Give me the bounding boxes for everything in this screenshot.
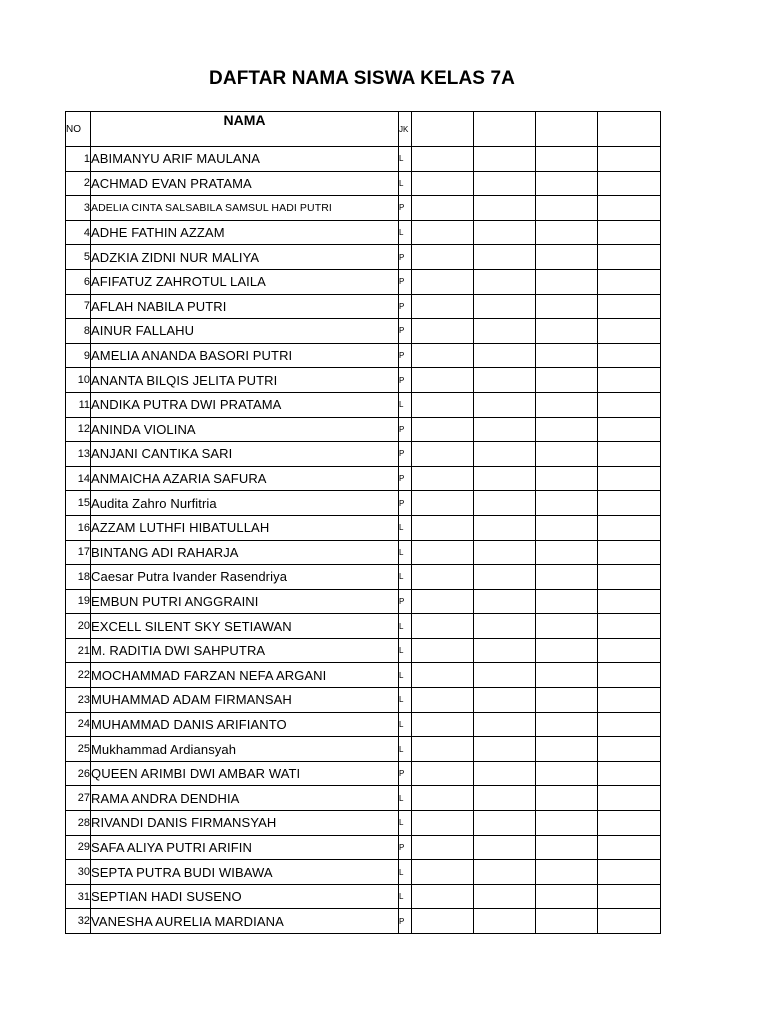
row-number: 22 [66, 663, 91, 688]
blank-cell-2 [474, 565, 536, 590]
table-row [66, 392, 661, 417]
blank-cell-1 [412, 319, 474, 344]
table-row [66, 565, 661, 590]
blank-cell-3 [536, 294, 598, 319]
blank-cell-3 [536, 466, 598, 491]
row-number: 28 [66, 811, 91, 836]
blank-cell-4 [598, 171, 661, 196]
blank-cell-1 [412, 786, 474, 811]
table-row [66, 860, 661, 885]
blank-cell-2 [474, 884, 536, 909]
blank-cell-2 [474, 589, 536, 614]
blank-cell-4 [598, 638, 661, 663]
row-number: 27 [66, 786, 91, 811]
page-title: DAFTAR NAMA SISWA KELAS 7A [209, 68, 515, 89]
student-name: ANANTA BILQIS JELITA PUTRI [91, 368, 399, 393]
row-number: 5 [66, 245, 91, 270]
row-number: 11 [66, 392, 91, 417]
table-row [66, 220, 661, 245]
row-number: 3 [66, 196, 91, 221]
row-number: 30 [66, 860, 91, 885]
header-jk: JK [399, 112, 412, 147]
blank-cell-1 [412, 491, 474, 516]
row-number: 21 [66, 638, 91, 663]
blank-cell-1 [412, 835, 474, 860]
blank-cell-3 [536, 515, 598, 540]
blank-cell-2 [474, 515, 536, 540]
blank-cell-1 [412, 147, 474, 172]
blank-cell-4 [598, 343, 661, 368]
student-name: AINUR FALLAHU [91, 319, 399, 344]
student-name: AFLAH NABILA PUTRI [91, 294, 399, 319]
row-number: 17 [66, 540, 91, 565]
gender-code: L [399, 515, 412, 540]
blank-cell-2 [474, 319, 536, 344]
blank-cell-2 [474, 614, 536, 639]
gender-code: P [399, 294, 412, 319]
blank-cell-4 [598, 515, 661, 540]
row-number: 23 [66, 688, 91, 713]
blank-cell-2 [474, 171, 536, 196]
gender-code: P [399, 491, 412, 516]
table-row [66, 196, 661, 221]
blank-cell-3 [536, 245, 598, 270]
blank-cell-4 [598, 786, 661, 811]
gender-code: P [399, 245, 412, 270]
table-row [66, 294, 661, 319]
blank-cell-1 [412, 220, 474, 245]
student-name: SEPTIAN HADI SUSENO [91, 884, 399, 909]
header-blank-3 [536, 112, 598, 147]
blank-cell-1 [412, 294, 474, 319]
blank-cell-4 [598, 147, 661, 172]
student-name: ANINDA VIOLINA [91, 417, 399, 442]
blank-cell-3 [536, 417, 598, 442]
student-name: ADELIA CINTA SALSABILA SAMSUL HADI PUTRI [91, 196, 399, 221]
blank-cell-4 [598, 712, 661, 737]
blank-cell-4 [598, 220, 661, 245]
blank-cell-4 [598, 565, 661, 590]
student-name: ANDIKA PUTRA DWI PRATAMA [91, 392, 399, 417]
row-number: 4 [66, 220, 91, 245]
gender-code: L [399, 614, 412, 639]
blank-cell-2 [474, 688, 536, 713]
student-name: RIVANDI DANIS FIRMANSYAH [91, 811, 399, 836]
row-number: 20 [66, 614, 91, 639]
table-row [66, 515, 661, 540]
student-name: BINTANG ADI RAHARJA [91, 540, 399, 565]
blank-cell-1 [412, 196, 474, 221]
blank-cell-3 [536, 909, 598, 934]
student-name: AMELIA ANANDA BASORI PUTRI [91, 343, 399, 368]
row-number: 12 [66, 417, 91, 442]
blank-cell-3 [536, 638, 598, 663]
blank-cell-1 [412, 269, 474, 294]
blank-cell-3 [536, 491, 598, 516]
header-no: NO [66, 112, 91, 147]
blank-cell-3 [536, 196, 598, 221]
table-row [66, 540, 661, 565]
blank-cell-4 [598, 392, 661, 417]
student-name: ABIMANYU ARIF MAULANA [91, 147, 399, 172]
gender-code: L [399, 392, 412, 417]
gender-code: P [399, 269, 412, 294]
row-number: 13 [66, 442, 91, 467]
table-row [66, 589, 661, 614]
student-name: M. RADITIA DWI SAHPUTRA [91, 638, 399, 663]
student-name: Caesar Putra Ivander Rasendriya [91, 565, 399, 590]
gender-code: P [399, 319, 412, 344]
blank-cell-4 [598, 368, 661, 393]
blank-cell-2 [474, 343, 536, 368]
table-row [66, 884, 661, 909]
gender-code: L [399, 565, 412, 590]
blank-cell-2 [474, 196, 536, 221]
gender-code: P [399, 343, 412, 368]
row-number: 7 [66, 294, 91, 319]
blank-cell-4 [598, 269, 661, 294]
gender-code: L [399, 663, 412, 688]
blank-cell-2 [474, 392, 536, 417]
student-name: QUEEN ARIMBI DWI AMBAR WATI [91, 761, 399, 786]
student-name: VANESHA AURELIA MARDIANA [91, 909, 399, 934]
student-name: MUHAMMAD DANIS ARIFIANTO [91, 712, 399, 737]
blank-cell-4 [598, 835, 661, 860]
table-row [66, 909, 661, 934]
row-number: 29 [66, 835, 91, 860]
student-name: SEPTA PUTRA BUDI WIBAWA [91, 860, 399, 885]
student-name: ADZKIA ZIDNI NUR MALIYA [91, 245, 399, 270]
student-name: RAMA ANDRA DENDHIA [91, 786, 399, 811]
blank-cell-2 [474, 368, 536, 393]
table-header-row [66, 112, 661, 147]
blank-cell-1 [412, 909, 474, 934]
gender-code: P [399, 196, 412, 221]
blank-cell-2 [474, 737, 536, 762]
gender-code: P [399, 909, 412, 934]
blank-cell-1 [412, 392, 474, 417]
student-name: Audita Zahro Nurfitria [91, 491, 399, 516]
blank-cell-1 [412, 515, 474, 540]
gender-code: P [399, 835, 412, 860]
blank-cell-1 [412, 638, 474, 663]
blank-cell-2 [474, 540, 536, 565]
gender-code: L [399, 540, 412, 565]
student-name: EXCELL SILENT SKY SETIAWAN [91, 614, 399, 639]
blank-cell-2 [474, 811, 536, 836]
blank-cell-2 [474, 835, 536, 860]
blank-cell-1 [412, 245, 474, 270]
table-row [66, 491, 661, 516]
blank-cell-4 [598, 663, 661, 688]
blank-cell-3 [536, 786, 598, 811]
header-nama: NAMA [91, 112, 399, 147]
blank-cell-4 [598, 860, 661, 885]
row-number: 26 [66, 761, 91, 786]
blank-cell-3 [536, 884, 598, 909]
table-row [66, 368, 661, 393]
blank-cell-3 [536, 761, 598, 786]
blank-cell-4 [598, 245, 661, 270]
blank-cell-2 [474, 761, 536, 786]
gender-code: P [399, 761, 412, 786]
gender-code: P [399, 589, 412, 614]
blank-cell-1 [412, 811, 474, 836]
table-row [66, 688, 661, 713]
blank-cell-3 [536, 343, 598, 368]
blank-cell-4 [598, 442, 661, 467]
student-name: ANJANI CANTIKA SARI [91, 442, 399, 467]
row-number: 16 [66, 515, 91, 540]
row-number: 15 [66, 491, 91, 516]
blank-cell-4 [598, 884, 661, 909]
table-row [66, 811, 661, 836]
blank-cell-3 [536, 171, 598, 196]
student-name: SAFA ALIYA PUTRI ARIFIN [91, 835, 399, 860]
blank-cell-4 [598, 491, 661, 516]
blank-cell-1 [412, 565, 474, 590]
blank-cell-3 [536, 540, 598, 565]
blank-cell-3 [536, 220, 598, 245]
blank-cell-1 [412, 761, 474, 786]
table-row [66, 417, 661, 442]
gender-code: L [399, 811, 412, 836]
blank-cell-1 [412, 688, 474, 713]
gender-code: P [399, 442, 412, 467]
header-blank-1 [412, 112, 474, 147]
blank-cell-3 [536, 688, 598, 713]
header-blank-4 [598, 112, 661, 147]
blank-cell-3 [536, 319, 598, 344]
table-row [66, 343, 661, 368]
row-number: 9 [66, 343, 91, 368]
student-name: AZZAM LUTHFI HIBATULLAH [91, 515, 399, 540]
blank-cell-2 [474, 417, 536, 442]
blank-cell-2 [474, 269, 536, 294]
gender-code: P [399, 368, 412, 393]
gender-code: L [399, 638, 412, 663]
table-row [66, 171, 661, 196]
blank-cell-1 [412, 589, 474, 614]
blank-cell-1 [412, 737, 474, 762]
blank-cell-4 [598, 761, 661, 786]
blank-cell-3 [536, 614, 598, 639]
blank-cell-2 [474, 786, 536, 811]
blank-cell-4 [598, 909, 661, 934]
blank-cell-1 [412, 417, 474, 442]
blank-cell-3 [536, 442, 598, 467]
blank-cell-3 [536, 835, 598, 860]
gender-code: L [399, 147, 412, 172]
gender-code: P [399, 466, 412, 491]
blank-cell-2 [474, 442, 536, 467]
table-row [66, 712, 661, 737]
table-row [66, 737, 661, 762]
row-number: 10 [66, 368, 91, 393]
row-number: 31 [66, 884, 91, 909]
table-row [66, 638, 661, 663]
row-number: 8 [66, 319, 91, 344]
blank-cell-1 [412, 442, 474, 467]
gender-code: L [399, 712, 412, 737]
blank-cell-4 [598, 294, 661, 319]
blank-cell-4 [598, 196, 661, 221]
blank-cell-1 [412, 614, 474, 639]
table-row [66, 614, 661, 639]
gender-code: L [399, 688, 412, 713]
row-number: 32 [66, 909, 91, 934]
blank-cell-4 [598, 589, 661, 614]
row-number: 14 [66, 466, 91, 491]
row-number: 2 [66, 171, 91, 196]
student-roster-table [65, 111, 661, 934]
blank-cell-1 [412, 466, 474, 491]
gender-code: L [399, 860, 412, 885]
blank-cell-2 [474, 638, 536, 663]
blank-cell-4 [598, 811, 661, 836]
blank-cell-2 [474, 712, 536, 737]
blank-cell-2 [474, 860, 536, 885]
table-row [66, 663, 661, 688]
blank-cell-1 [412, 368, 474, 393]
blank-cell-1 [412, 171, 474, 196]
table-row [66, 786, 661, 811]
gender-code: P [399, 417, 412, 442]
row-number: 18 [66, 565, 91, 590]
blank-cell-3 [536, 269, 598, 294]
blank-cell-3 [536, 147, 598, 172]
blank-cell-2 [474, 147, 536, 172]
blank-cell-4 [598, 540, 661, 565]
table-row [66, 442, 661, 467]
blank-cell-1 [412, 884, 474, 909]
table-row [66, 147, 661, 172]
blank-cell-4 [598, 319, 661, 344]
student-name: MUHAMMAD ADAM FIRMANSAH [91, 688, 399, 713]
blank-cell-2 [474, 491, 536, 516]
table-row [66, 835, 661, 860]
blank-cell-4 [598, 688, 661, 713]
blank-cell-3 [536, 392, 598, 417]
header-blank-2 [474, 112, 536, 147]
student-name: AFIFATUZ ZAHROTUL LAILA [91, 269, 399, 294]
blank-cell-2 [474, 466, 536, 491]
student-name: Mukhammad Ardiansyah [91, 737, 399, 762]
gender-code: L [399, 220, 412, 245]
blank-cell-4 [598, 614, 661, 639]
blank-cell-4 [598, 466, 661, 491]
blank-cell-4 [598, 417, 661, 442]
blank-cell-2 [474, 909, 536, 934]
table-body [66, 147, 661, 934]
blank-cell-3 [536, 712, 598, 737]
row-number: 24 [66, 712, 91, 737]
row-number: 1 [66, 147, 91, 172]
blank-cell-3 [536, 368, 598, 393]
student-name: ACHMAD EVAN PRATAMA [91, 171, 399, 196]
table-row [66, 466, 661, 491]
blank-cell-2 [474, 663, 536, 688]
table-row [66, 245, 661, 270]
student-name: EMBUN PUTRI ANGGRAINI [91, 589, 399, 614]
gender-code: L [399, 737, 412, 762]
gender-code: L [399, 884, 412, 909]
blank-cell-3 [536, 811, 598, 836]
blank-cell-1 [412, 343, 474, 368]
gender-code: L [399, 786, 412, 811]
row-number: 25 [66, 737, 91, 762]
student-name: ADHE FATHIN AZZAM [91, 220, 399, 245]
blank-cell-3 [536, 589, 598, 614]
student-name: ANMAICHA AZARIA SAFURA [91, 466, 399, 491]
gender-code: L [399, 171, 412, 196]
table-row [66, 319, 661, 344]
blank-cell-1 [412, 860, 474, 885]
blank-cell-3 [536, 663, 598, 688]
blank-cell-3 [536, 737, 598, 762]
student-name: MOCHAMMAD FARZAN NEFA ARGANI [91, 663, 399, 688]
blank-cell-1 [412, 540, 474, 565]
blank-cell-2 [474, 245, 536, 270]
blank-cell-1 [412, 712, 474, 737]
table-row [66, 269, 661, 294]
table-row [66, 761, 661, 786]
blank-cell-4 [598, 737, 661, 762]
blank-cell-3 [536, 860, 598, 885]
blank-cell-2 [474, 220, 536, 245]
blank-cell-1 [412, 663, 474, 688]
blank-cell-3 [536, 565, 598, 590]
blank-cell-2 [474, 294, 536, 319]
row-number: 19 [66, 589, 91, 614]
row-number: 6 [66, 269, 91, 294]
